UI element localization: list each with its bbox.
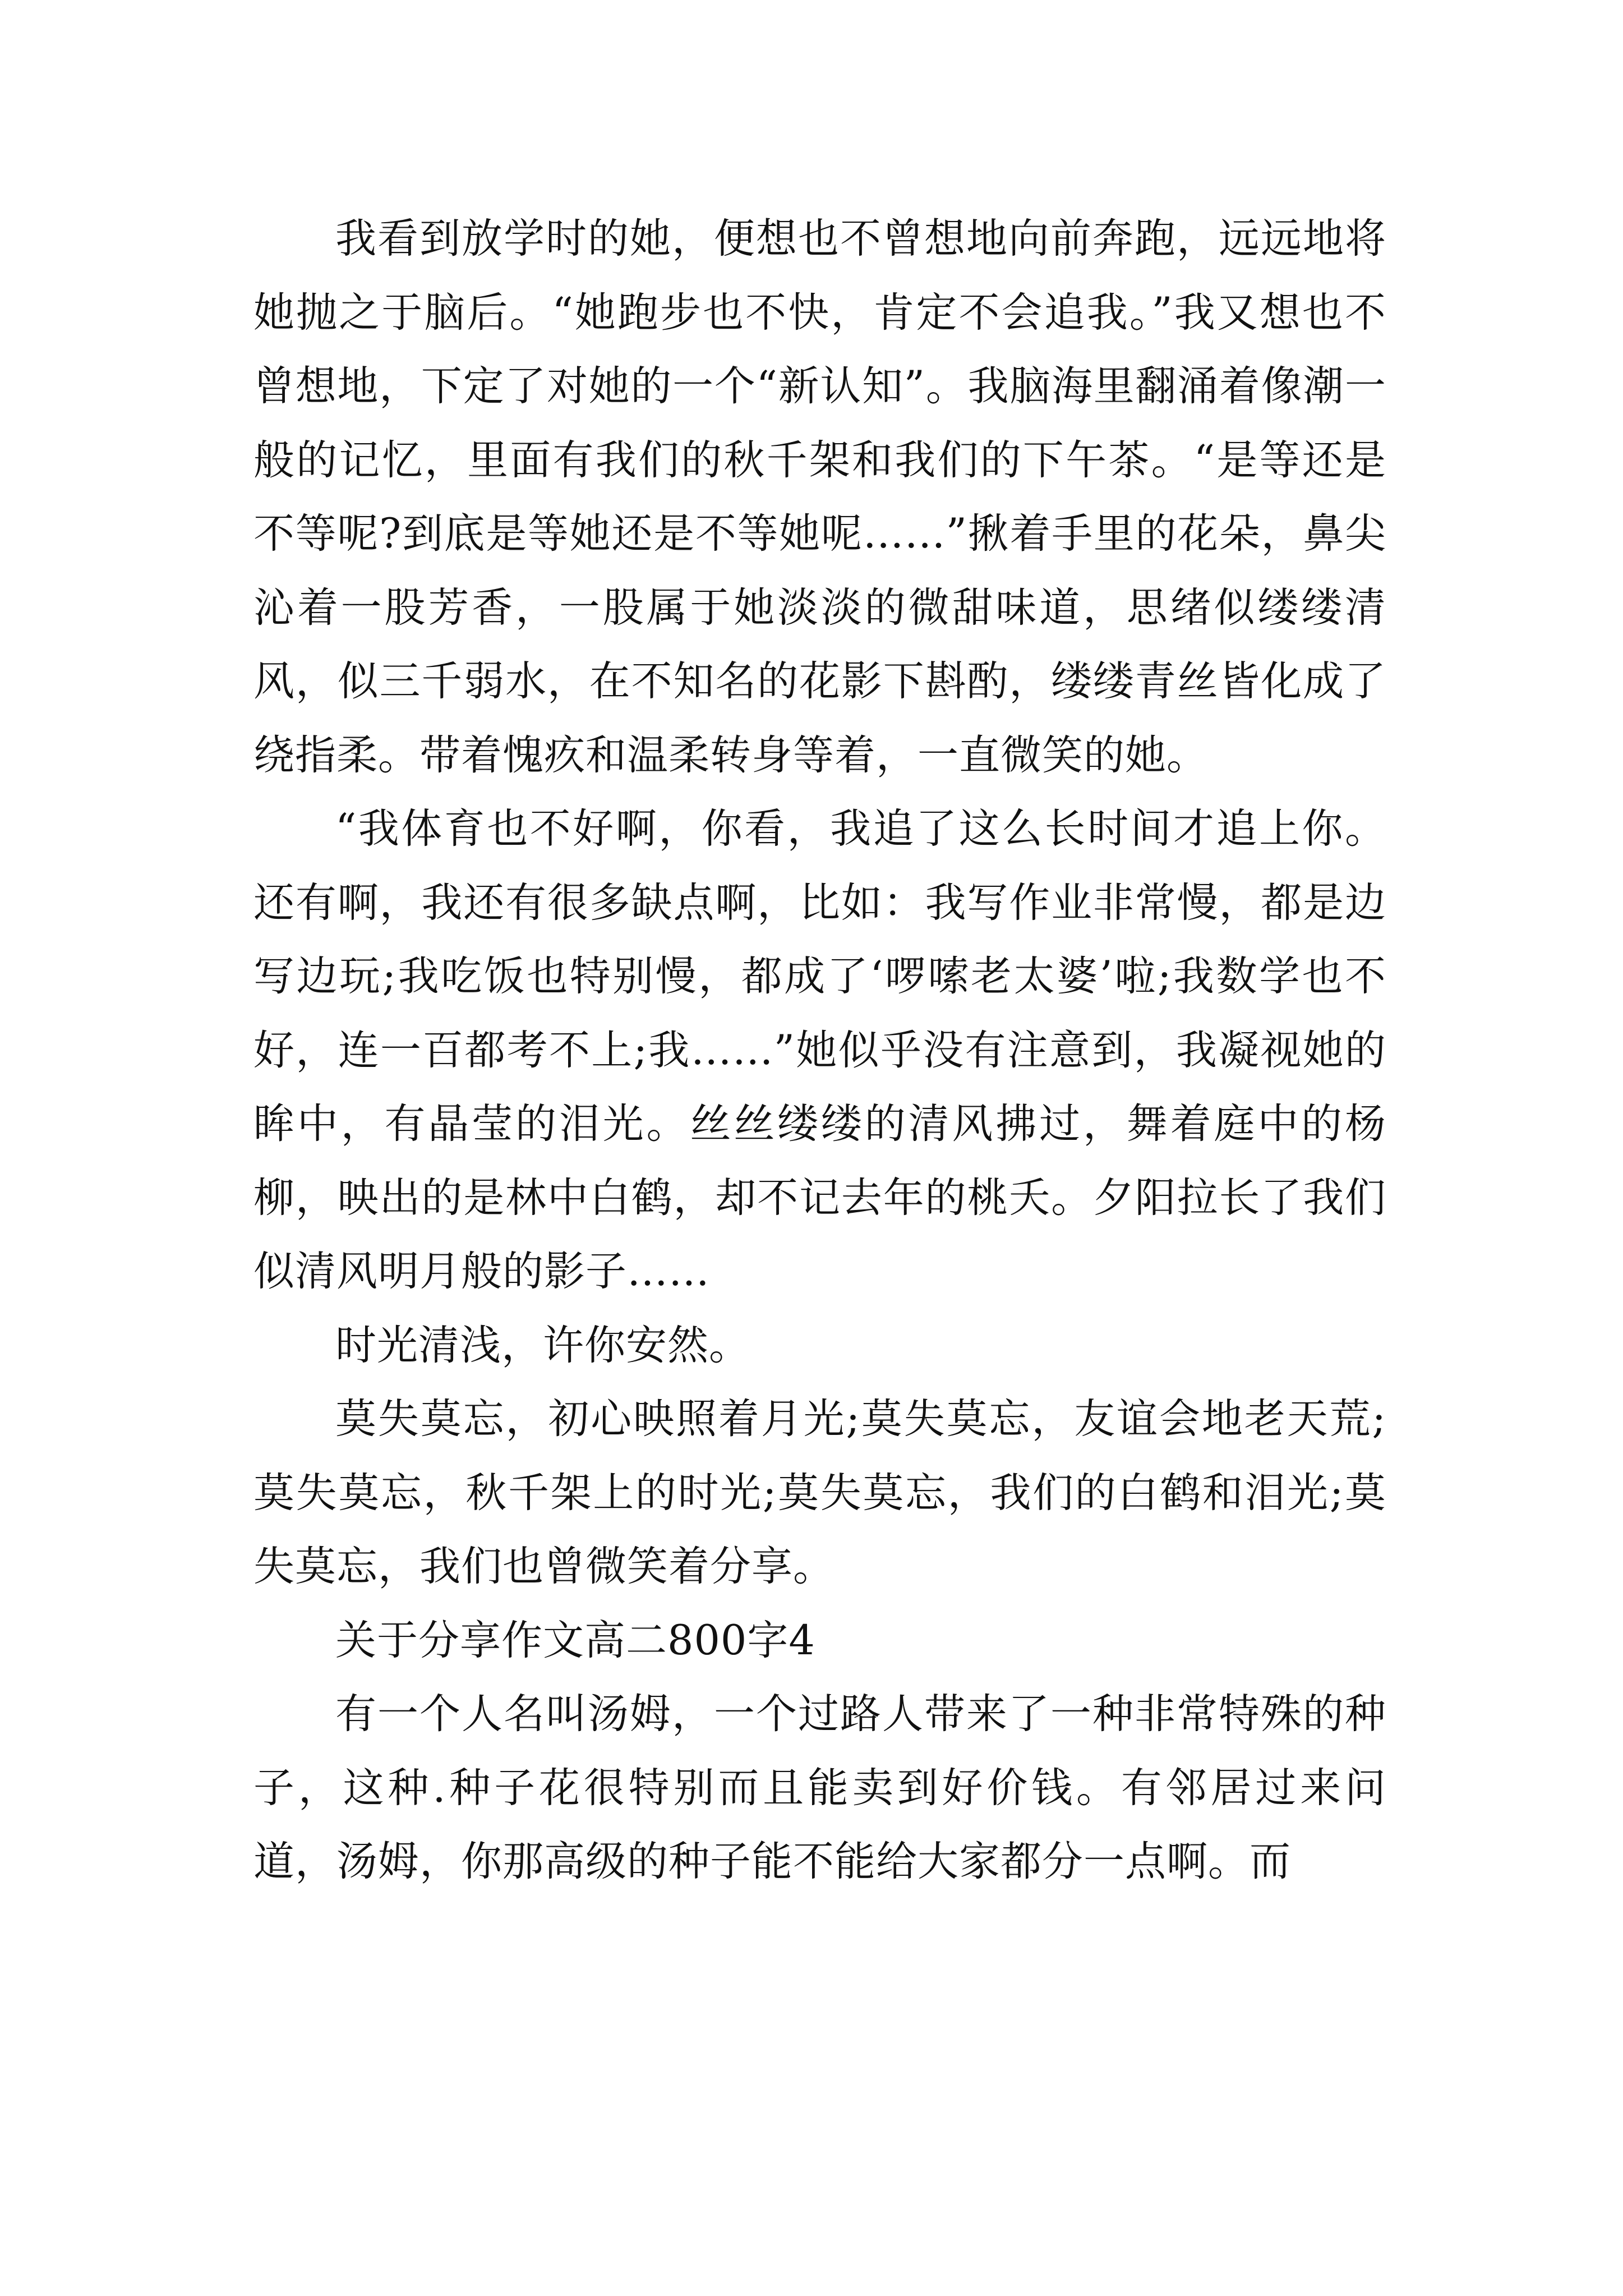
paragraph-3: 时光清浅，许你安然。 [335, 1321, 750, 1369]
section-heading: 关于分享作文高二800字4 [335, 1616, 815, 1664]
paragraph-1: 我看到放学时的她，便想也不曾想地向前奔跑，远远地将她抛之于脑后。“她跑步也不快，肯定不会追我。”我又想也不曾想地，下定了对她的一个“新认知”。我脑海里翻涌着像潮一般的记忆，里面有我们的秋千架和我们的下午茶。“是等还是不等呢?到底是等她还是不等她呢……”揪着手里的花朵，鼻尖沁着一股芳香，一股属于她淡淡的微甜味道，思绪似缕缕清风，似三千弱水，在不知名的花影下斟酌，缕缕青丝皆化成了绕指柔。带着愧疚和温柔转身等着，一直微笑的她。 [253, 215, 1386, 779]
paragraph-4: 莫失莫忘，初心映照着月光;莫失莫忘，友谊会地老天荒;莫失莫忘，秋千架上的时光;莫失莫忘，我们的白鹤和泪光;莫失莫忘，我们也曾微笑着分享。 [253, 1395, 1386, 1590]
document-body [253, 202, 1386, 1899]
paragraph-5: 有一个人名叫汤姆，一个过路人带来了一种非常特殊的种子，这种.种子花很特别而且能卖到好价钱。有邻居过来问道，汤姆，你那高级的种子能不能给大家都分一点啊。而 [253, 1690, 1386, 1885]
paragraph-2: “我体育也不好啊，你看，我追了这么长时间才追上你。还有啊，我还有很多缺点啊，比如：我写作业非常慢，都是边写边玩;我吃饭也特别慢，都成了‘啰嗦老太婆’啦;我数学也不好，连一百都考不上;我……”她似乎没有注意到，我凝视她的眸中，有晶莹的泪光。丝丝缕缕的清风拂过，舞着庭中的杨柳，映出的是林中白鹤，却不记去年的桃夭。夕阳拉长了我们似清风明月般的影子…… [253, 805, 1386, 1295]
